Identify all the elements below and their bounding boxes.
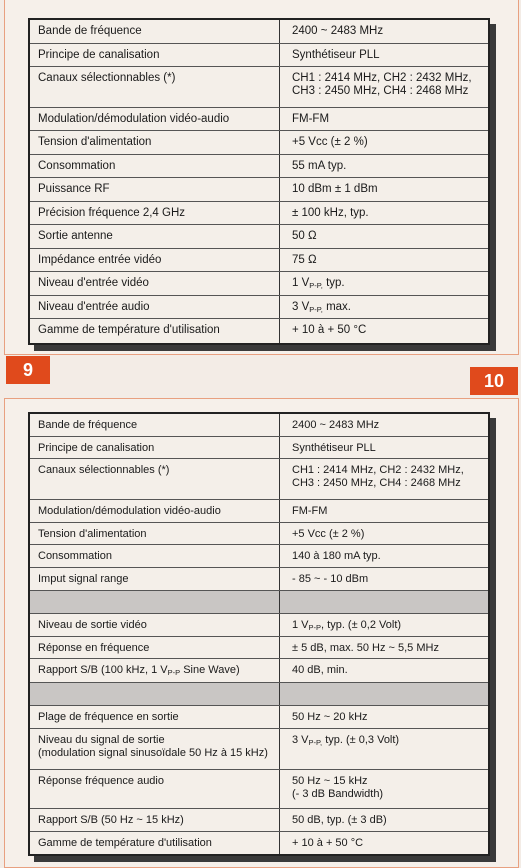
spec-row [30,108,488,131]
spec-value: 2400 ~ 2483 MHz [292,419,380,431]
spec-row [30,67,488,108]
spec-value: FM-FM [292,113,330,125]
spec-label: Modulation/démodulation vidéo-audio [30,108,280,130]
spec-row [30,500,488,523]
spec-value [280,591,488,613]
spec-label: Consommation [30,155,280,177]
spec-value: 50 Hz ~ 15 kHz (- 3 dB Bandwidth) [292,775,384,800]
spec-value-subscript: P-P, [308,738,323,747]
spec-label: Niveau de sortie vidéo [30,614,280,636]
spec-label: Réponse en fréquence [30,637,280,658]
spec-row [30,637,488,659]
spec-row [30,272,488,296]
spec-row [30,683,488,706]
page-number-badge-right: 10 [470,367,518,395]
spec-value: 75 Ω [292,254,317,266]
spec-value-text: 3 V [292,734,309,746]
spec-row [30,545,488,568]
spec-table-transmitter [28,18,490,345]
spec-label: Gamme de température d'utilisation [30,319,280,343]
spec-value: CH1 : 2414 MHz, CH2 : 2432 MHz, CH3 : 2450 MHz, CH4 : 2468 MHz [292,464,464,489]
spec-row [30,44,488,67]
spec-value: 10 dBm ± 1 dBm [292,183,378,195]
spec-label [30,591,280,613]
spec-label: Consommation [30,545,280,567]
spec-label [30,659,280,682]
spec-label: Principe de canalisation [30,437,280,458]
spec-row [30,459,488,500]
spec-row [30,225,488,249]
spec-row [30,319,488,343]
spec-value: Synthétiseur PLL [292,49,380,61]
spec-row [30,296,488,319]
spec-row [30,202,488,225]
spec-row [30,809,488,832]
spec-value: 55 mA typ. [292,160,347,172]
spec-label: Réponse fréquence audio [30,770,280,808]
spec-value: + 10 à + 50 °C [292,324,367,336]
spec-value [280,614,488,636]
spec-value: 140 à 180 mA typ. [292,550,381,562]
spec-row [30,614,488,637]
spec-label: Niveau d'entrée audio [30,296,280,318]
spec-value-text: max. [322,301,352,313]
spec-value: Synthétiseur PLL [292,442,376,454]
spec-label: Sortie antenne [30,225,280,248]
spec-label: Rapport S/B (50 Hz ~ 15 kHz) [30,809,280,831]
spec-value: CH1 : 2414 MHz, CH2 : 2432 MHz, CH3 : 2450 MHz, CH4 : 2468 MHz [292,72,472,97]
spec-label: Bande de fréquence [30,414,280,436]
spec-value: + 10 à + 50 °C [292,837,364,849]
spec-label: Principe de canalisation [30,44,280,66]
spec-value: +5 Vcc (± 2 %) [292,528,365,540]
spec-value [280,272,488,295]
spec-label: Gamme de température d'utilisation [30,832,280,854]
spec-value-text: typ. (± 0,3 Volt) [322,734,400,746]
spec-row [30,706,488,729]
spec-value: 50 Ω [292,230,317,242]
spec-row [30,131,488,155]
spec-row [30,178,488,202]
spec-value: 40 dB, min. [292,664,348,676]
page-number-badge-left: 9 [6,356,50,384]
spec-label: Canaux sélectionnables (*) [30,459,280,499]
spec-value [280,296,488,318]
spec-value: FM-FM [292,505,328,517]
spec-value-text: 1 V [292,619,309,631]
spec-row [30,155,488,178]
spec-value-subscript: P-P, [309,305,323,314]
spec-row [30,20,488,44]
spec-label: Canaux sélectionnables (*) [30,67,280,107]
spec-label: Tension d'alimentation [30,523,280,544]
spec-value: 50 Hz ~ 20 kHz [292,711,368,723]
spec-value-text: typ. [322,277,345,289]
spec-label: Modulation/démodulation vidéo-audio [30,500,280,522]
spec-label: Niveau du signal de sortie (modulation signal sinusoïdale 50 Hz à 15 kHz) [30,729,280,769]
spec-row [30,523,488,545]
spec-value: 50 dB, typ. (± 3 dB) [292,814,387,826]
spec-value-text: 1 V [292,277,310,289]
spec-value-subscript: P-P [308,623,322,632]
spec-row [30,729,488,770]
spec-value: ± 5 dB, max. 50 Hz ~ 5,5 MHz [292,642,439,654]
spec-row [30,414,488,437]
spec-label: Impédance entrée vidéo [30,249,280,271]
spec-row [30,591,488,614]
spec-label: Plage de fréquence en sortie [30,706,280,728]
spec-label: Tension d'alimentation [30,131,280,154]
spec-value [280,683,488,705]
spec-value: 2400 ~ 2483 MHz [292,25,384,37]
spec-label-text: Sine Wave) [180,664,240,676]
spec-table-receiver [28,412,490,856]
spec-value-text: 3 V [292,301,310,313]
spec-label: Précision fréquence 2,4 GHz [30,202,280,224]
spec-value-text: , typ. (± 0,2 Volt) [321,619,402,631]
spec-label: Bande de fréquence [30,20,280,43]
spec-value: ± 100 kHz, typ. [292,207,369,219]
spec-label [30,683,280,705]
spec-row [30,770,488,809]
spec-value: - 85 ~ - 10 dBm [292,573,369,585]
spec-label: Imput signal range [30,568,280,590]
spec-value [280,729,488,769]
spec-label-text: Rapport S/B (100 kHz, 1 V [38,664,168,676]
spec-label-subscript: P-P [167,668,181,677]
spec-row [30,437,488,459]
spec-value: +5 Vcc (± 2 %) [292,136,368,148]
spec-value-subscript: P-P, [309,281,323,290]
spec-label: Puissance RF [30,178,280,201]
spec-row [30,568,488,591]
spec-row [30,832,488,854]
spec-row [30,249,488,272]
spec-row [30,659,488,683]
spec-label: Niveau d'entrée vidéo [30,272,280,295]
